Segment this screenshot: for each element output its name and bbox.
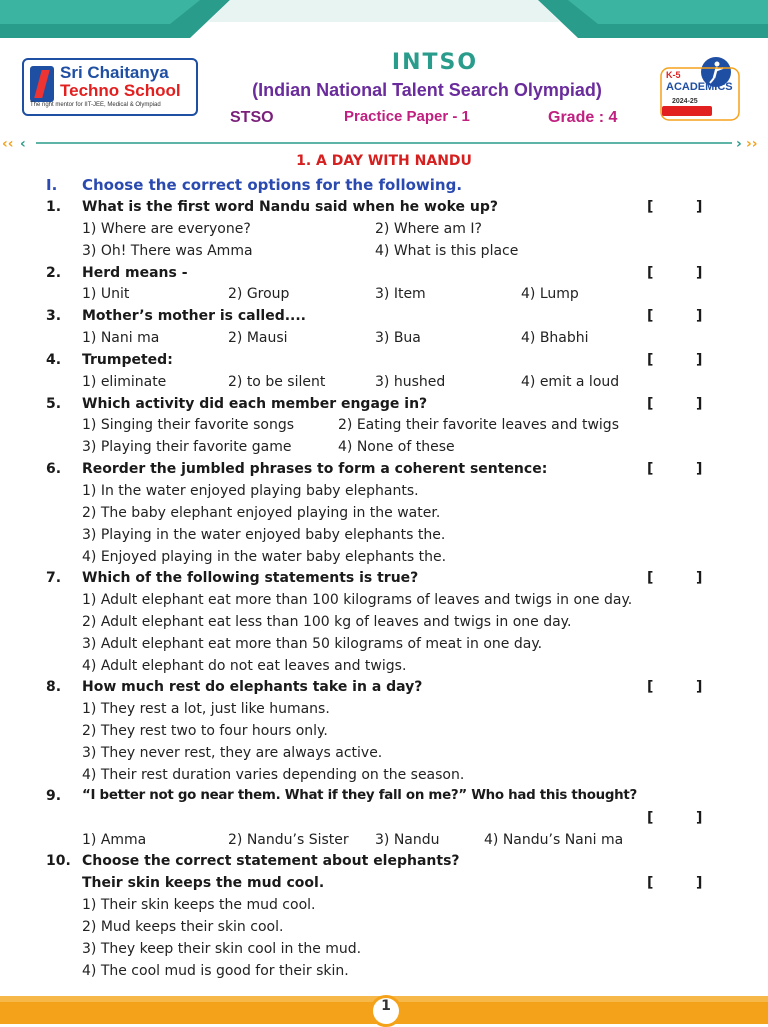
option: 4) Nandu’s Nani ma xyxy=(484,832,624,848)
option: 2) Eating their favorite leaves and twigs xyxy=(338,417,619,433)
answer-bracket-close: ] xyxy=(696,679,703,695)
exam-code: STSO xyxy=(230,109,274,126)
question-text: “I better not go near them. What if they fall on me?” Who had this thought? xyxy=(82,788,637,803)
answer-bracket-open: [ xyxy=(647,308,654,324)
question-number: 6. xyxy=(46,461,62,477)
paper-label: Practice Paper - 1 xyxy=(344,108,470,125)
logo-name-line2: Techno School xyxy=(60,81,181,100)
option: 3) They keep their skin cool in the mud. xyxy=(82,941,362,957)
svg-text:‹‹: ‹‹ xyxy=(2,136,14,150)
exam-title: INTSO xyxy=(391,50,479,75)
chapter-title: 1. A DAY WITH NANDU xyxy=(296,153,472,169)
question-text: Mother’s mother is called.... xyxy=(82,308,306,324)
academics-badge xyxy=(660,54,746,124)
question-number: 8. xyxy=(46,679,62,695)
option: 4) Lump xyxy=(521,286,579,302)
option: 4) Their rest duration varies depending on the season. xyxy=(82,767,465,783)
option: 4) Adult elephant do not eat leaves and twigs. xyxy=(82,658,407,674)
option: 2) The baby elephant enjoyed playing in the water. xyxy=(82,505,441,521)
option: 2) Mud keeps their skin cool. xyxy=(82,919,284,935)
question-text: Which activity did each member engage in? xyxy=(82,396,428,412)
option: 2) Mausi xyxy=(228,330,288,346)
option: 2) Nandu’s Sister xyxy=(228,832,349,848)
answer-bracket-open: [ xyxy=(647,810,654,826)
option: 3) Bua xyxy=(375,330,421,346)
option: 1) Adult elephant eat more than 100 kilograms of leaves and twigs in one day. xyxy=(82,592,633,608)
option: 3) Adult elephant eat more than 50 kilograms of meat in one day. xyxy=(82,636,543,652)
option: 2) Where am I? xyxy=(375,221,482,237)
option: 4) Bhabhi xyxy=(521,330,589,346)
answer-bracket-open: [ xyxy=(647,570,654,586)
exam-subtitle: (Indian National Talent Search Olympiad) xyxy=(252,80,602,100)
logo-tagline: The right mentor for IIT-JEE, Medical & Olympiad xyxy=(30,102,161,108)
answer-bracket-open: [ xyxy=(647,875,654,891)
svg-text:‹: ‹ xyxy=(20,136,26,150)
option: 3) Item xyxy=(375,286,426,302)
option: 3) Nandu xyxy=(375,832,440,848)
option: 4) emit a loud xyxy=(521,374,620,390)
option: 1) eliminate xyxy=(82,374,167,390)
option: 3) Playing their favorite game xyxy=(82,439,292,455)
section-number: I. xyxy=(46,176,58,194)
option: 2) Adult elephant eat less than 100 kg of leaves and twigs in one day. xyxy=(82,614,572,630)
question-number: 4. xyxy=(46,352,62,368)
option: 1) Where are everyone? xyxy=(82,221,251,237)
option: 4) The cool mud is good for their skin. xyxy=(82,963,349,979)
question-text: Herd means - xyxy=(82,265,188,281)
logo-name-line1: Sri Chaitanya xyxy=(60,63,169,82)
badge-title: ACADEMICS xyxy=(666,81,733,93)
option: 1) They rest a lot, just like humans. xyxy=(82,701,330,717)
option: 1) Nani ma xyxy=(82,330,160,346)
option: 1) In the water enjoyed playing baby elephants. xyxy=(82,483,419,499)
answer-bracket-close: ] xyxy=(696,461,703,477)
option: 2) Group xyxy=(228,286,290,302)
option: 2) to be silent xyxy=(228,374,326,390)
answer-bracket-close: ] xyxy=(696,265,703,281)
answer-bracket-open: [ xyxy=(647,679,654,695)
top-border-decoration xyxy=(0,0,768,40)
svg-text:››: ›› xyxy=(746,136,758,150)
question-number: 3. xyxy=(46,308,62,324)
answer-bracket-close: ] xyxy=(696,396,703,412)
answer-bracket-open: [ xyxy=(647,396,654,412)
question-number: 10. xyxy=(46,853,71,869)
option: 3) Oh! There was Amma xyxy=(82,243,253,259)
answer-bracket-close: ] xyxy=(696,875,703,891)
answer-bracket-open: [ xyxy=(647,461,654,477)
answer-bracket-open: [ xyxy=(647,352,654,368)
option: 1) Amma xyxy=(82,832,147,848)
option: 1) Unit xyxy=(82,286,130,302)
question-number: 9. xyxy=(46,788,62,804)
question-text: Which of the following statements is true? xyxy=(82,570,419,586)
option: 4) What is this place xyxy=(375,243,519,259)
question-text-statement: Their skin keeps the mud cool. xyxy=(82,875,325,891)
option: 3) Playing in the water enjoyed baby elephants the. xyxy=(82,527,446,543)
answer-bracket-close: ] xyxy=(696,308,703,324)
question-number: 1. xyxy=(46,199,62,215)
option: 2) They rest two to four hours only. xyxy=(82,723,328,739)
answer-bracket-open: [ xyxy=(647,199,654,215)
answer-bracket-close: ] xyxy=(696,199,703,215)
option: 1) Singing their favorite songs xyxy=(82,417,294,433)
option: 3) hushed xyxy=(375,374,446,390)
question-text: What is the first word Nandu said when he woke up? xyxy=(82,199,498,215)
badge-grade-range: K-5 xyxy=(666,70,681,80)
grade-label: Grade : 4 xyxy=(548,109,618,126)
page-number: 1 xyxy=(370,995,402,1027)
answer-bracket-close: ] xyxy=(696,352,703,368)
option: 1) Their skin keeps the mud cool. xyxy=(82,897,316,913)
question-number: 7. xyxy=(46,570,62,586)
option: 4) None of these xyxy=(338,439,455,455)
option: 3) They never rest, they are always active. xyxy=(82,745,383,761)
answer-bracket-open: [ xyxy=(647,265,654,281)
question-text: Trumpeted: xyxy=(82,352,173,368)
header-divider xyxy=(0,136,768,150)
question-text: Choose the correct statement about elephants? xyxy=(82,853,460,869)
question-number: 5. xyxy=(46,396,62,412)
question-number: 2. xyxy=(46,265,62,281)
logo-mark-icon xyxy=(30,66,54,102)
badge-year: 2024-25 xyxy=(672,98,698,105)
school-logo xyxy=(22,58,198,116)
question-text: Reorder the jumbled phrases to form a coherent sentence: xyxy=(82,461,548,477)
answer-bracket-close: ] xyxy=(696,570,703,586)
section-instruction: Choose the correct options for the following. xyxy=(82,176,463,194)
option: 4) Enjoyed playing in the water baby elephants the. xyxy=(82,549,447,565)
question-text: How much rest do elephants take in a day? xyxy=(82,679,423,695)
answer-bracket-close: ] xyxy=(696,810,703,826)
svg-text:›: › xyxy=(736,136,742,150)
